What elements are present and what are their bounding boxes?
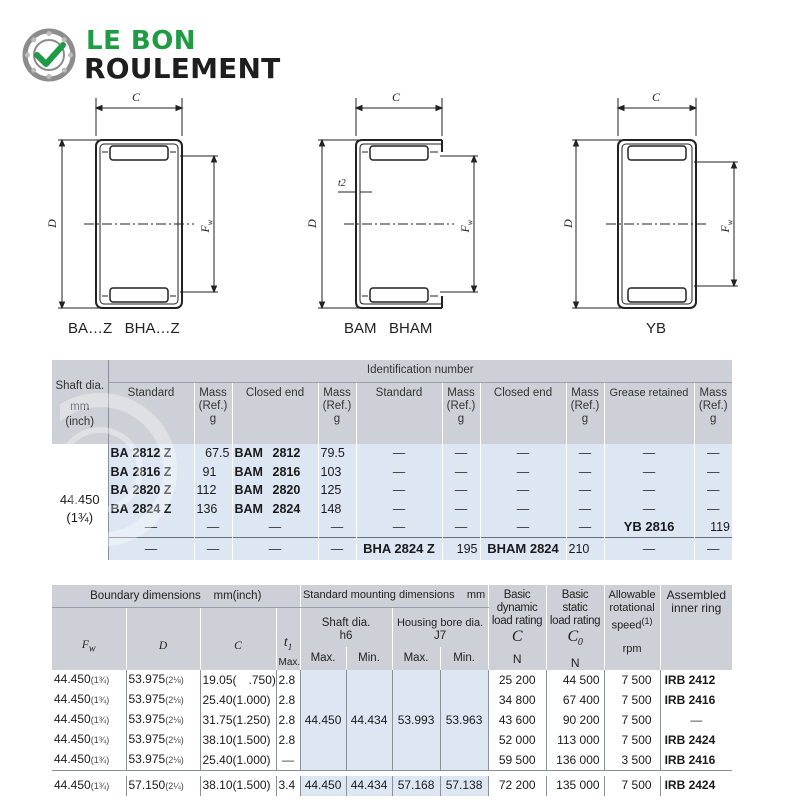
housing-min-header: Min. [440, 647, 488, 670]
fw-cell: 44.450(1¾) [52, 730, 126, 750]
cell: — [566, 500, 604, 519]
drawing-caption: BA…Z BHA…Z [68, 320, 180, 337]
dim-fw-label: $F_w$ [458, 219, 475, 233]
mass-cell: 125 [318, 481, 356, 500]
table-row [52, 537, 732, 560]
drawing-caption: YB [646, 320, 667, 337]
cell: — [480, 518, 566, 537]
cell: — [707, 483, 720, 497]
inner-ring-cell: IRB 2424 [664, 732, 716, 747]
d-header: D [126, 607, 200, 670]
brand-line2: ROULEMENT [84, 52, 281, 85]
table-row [52, 670, 732, 690]
static-load-cell: 90 200 [546, 710, 604, 730]
dim-d-label: D [560, 219, 575, 228]
closed-end-header: Closed end [480, 382, 566, 444]
mass-cell: 67.5 [194, 444, 232, 463]
cell: — [442, 444, 480, 463]
t1-cell: 3.4 [276, 776, 300, 796]
mass-header: Mass (Ref.) g [566, 382, 604, 444]
grease-header: Grease retained [604, 382, 694, 444]
cell: — [356, 463, 442, 482]
table-header-row [52, 360, 732, 382]
cell: — [356, 481, 442, 500]
cell: — [108, 537, 194, 560]
dim-t2-label: t2 [338, 178, 346, 189]
drawing-ba-z [40, 88, 240, 348]
cell: — [356, 500, 442, 519]
dim-c-label: C [652, 90, 661, 104]
c-cell: 25.40(1.000) [200, 690, 276, 710]
inner-ring-cell: IRB 2424 [664, 778, 716, 793]
housing-min-cell: 53.963 [440, 670, 488, 771]
cell: — [604, 481, 694, 500]
speed-cell: 7 500 [604, 776, 660, 796]
cell: — [194, 537, 232, 560]
cell: — [194, 518, 232, 537]
mass-cell: 79.5 [318, 444, 356, 463]
standard-cell: BA 2816 Z [108, 463, 194, 482]
drawing-yb [562, 88, 762, 348]
table-row [52, 481, 732, 500]
d-cell: 53.975(2⅛) [126, 750, 200, 771]
dim-d-label: D [304, 219, 319, 228]
fw-cell: 44.450(1¾) [52, 670, 126, 690]
cell: — [356, 518, 442, 537]
cell: — [604, 463, 694, 482]
cell: — [566, 481, 604, 500]
mass-cell: 119 [710, 520, 731, 534]
inner-ring-header: Assembled inner ring [666, 588, 726, 615]
dynamic-load-cell: 34 800 [488, 690, 546, 710]
c-cell: 25.40(1.000) [200, 750, 276, 771]
mass-header: Mass (Ref.) g [318, 382, 356, 444]
cell: — [566, 463, 604, 482]
mass-cell: 91 [194, 463, 232, 482]
d-cell: 53.975(2⅛) [126, 690, 200, 710]
static-load-cell: 113 000 [546, 730, 604, 750]
housing-max-cell: 57.168 [392, 776, 440, 796]
fw-cell: 44.450(1¾) [52, 710, 126, 730]
cell: — [480, 481, 566, 500]
closed-end-cell: BAM 2820 [232, 481, 318, 500]
d-cell: 53.975(2⅛) [126, 730, 200, 750]
shaft-header: Shaft dia. mm (inch) [52, 360, 108, 444]
standard-header: Standard [356, 382, 442, 444]
inner-ring-cell: IRB 2412 [664, 672, 716, 687]
mass-cell: 103 [318, 463, 356, 482]
housing-min-cell: 57.138 [440, 776, 488, 796]
inner-ring-cell: IRB 2416 [664, 692, 716, 707]
boundary-header: Boundary dimensions mm(inch) [52, 585, 300, 607]
cell: — [442, 500, 480, 519]
cell: — [604, 444, 694, 463]
cell: — [480, 500, 566, 519]
table-row [52, 500, 732, 519]
standard-header: Standard [108, 382, 194, 444]
shaft-min-cell: 44.434 [346, 670, 392, 771]
drawing-yb-svg [562, 88, 762, 318]
static-load-header: Basic static load rating $C_0$ N [546, 585, 604, 670]
table-row [52, 444, 732, 463]
cell: — [480, 444, 566, 463]
cell: — [707, 464, 720, 479]
c-cell: 38.10(1.500) [200, 730, 276, 750]
shaft-dia-header: Shaft dia. h6 [300, 607, 392, 647]
housing-max-header: Max. [392, 647, 440, 670]
cell: — [232, 537, 318, 560]
t1-cell: — [276, 750, 300, 771]
cell: — [707, 501, 720, 516]
c-cell: 38.10(1.500) [200, 776, 276, 796]
dim-fw-label: $F_w$ [718, 219, 735, 233]
c-header: C [200, 607, 276, 670]
d-cell: 53.975(2⅛) [126, 710, 200, 730]
table-row [52, 776, 732, 796]
closed-end-cell: BAM 2812 [232, 444, 318, 463]
cell: — [480, 463, 566, 482]
t1-cell: 2.8 [276, 690, 300, 710]
dim-fw-label: $F_w$ [198, 219, 215, 233]
cell: — [604, 537, 694, 560]
mass-cell: 136 [194, 500, 232, 519]
dim-c-label: C [392, 90, 401, 104]
mounting-header: Standard mounting dimensions mm [300, 585, 488, 607]
dynamic-load-cell: 43 600 [488, 710, 546, 730]
drawing-ba-z-svg [40, 88, 240, 318]
mass-cell: 148 [318, 500, 356, 519]
identification-header: Identification number [108, 360, 732, 382]
mass-cell: 195 [442, 537, 480, 560]
cell: — [232, 518, 318, 537]
inner-ring-cell: IRB 2416 [664, 752, 716, 767]
cell: — [318, 537, 356, 560]
cell: — [604, 500, 694, 519]
closed-end-cell: BAM 2824 [232, 500, 318, 519]
standard-cell: BHA 2824 Z [356, 537, 442, 560]
cell: — [707, 446, 720, 460]
brand-logo [22, 26, 302, 84]
static-load-cell: 67 400 [546, 690, 604, 710]
dynamic-load-cell: 52 000 [488, 730, 546, 750]
fw-header: $F_w$ [52, 607, 126, 670]
speed-cell: 7 500 [604, 730, 660, 750]
dynamic-load-cell: 72 200 [488, 776, 546, 796]
cell: — [318, 518, 356, 537]
inner-ring-cell: — [690, 712, 703, 727]
mass-cell: 112 [194, 481, 232, 500]
c-cell: 31.75(1.250) [200, 710, 276, 730]
static-load-cell: 136 000 [546, 750, 604, 771]
d-cell: 53.975(2⅛) [126, 670, 200, 690]
cell: — [442, 463, 480, 482]
closed-end-cell: BHAM 2824 [480, 537, 566, 560]
shaft-max-header: Max. [300, 647, 346, 670]
dynamic-load-cell: 59 500 [488, 750, 546, 771]
grease-cell: YB 2816 [604, 518, 694, 537]
speed-header: Allowable rotational speed$^{(1)}$ rpm [604, 585, 660, 670]
mass-header: Mass (Ref.) g [698, 386, 728, 425]
speed-cell: 7 500 [604, 710, 660, 730]
shaft-min-cell: 44.434 [346, 776, 392, 796]
t1-cell: 2.8 [276, 710, 300, 730]
closed-end-header: Closed end [232, 382, 318, 444]
speed-cell: 7 500 [604, 690, 660, 710]
speed-cell: 3 500 [604, 750, 660, 771]
static-load-cell: 135 000 [546, 776, 604, 796]
c-cell: 19.05( .750) [200, 670, 276, 690]
fw-cell: 44.450(1¾) [52, 776, 126, 796]
brand-line1: LE BON [86, 26, 197, 56]
drawing-bam [300, 88, 500, 348]
cell: — [108, 518, 194, 537]
dimensions-table [52, 585, 732, 796]
closed-end-cell: BAM 2816 [232, 463, 318, 482]
shaft-min-header: Min. [346, 647, 392, 670]
shaft-max-cell: 44.450 [300, 776, 346, 796]
dim-c-label: C [132, 90, 141, 104]
t1-header: $t_1$ [276, 607, 300, 654]
cell: — [694, 537, 732, 560]
cell: — [566, 518, 604, 537]
housing-header: Housing bore dia. J7 [392, 607, 488, 647]
speed-cell: 7 500 [604, 670, 660, 690]
table-row [52, 518, 732, 537]
t1-max-header: Max. [276, 654, 300, 670]
standard-cell: BA 2812 Z [108, 444, 194, 463]
dynamic-load-header: Basic dynamic load rating C N [488, 585, 546, 670]
mass-header: Mass (Ref.) g [194, 382, 232, 444]
cell: — [442, 518, 480, 537]
standard-cell: BA 2824 Z [108, 500, 194, 519]
check-bearing-icon [22, 28, 76, 82]
dim-d-label: D [44, 219, 59, 228]
drawing-bam-svg [300, 88, 500, 318]
shaft-cell: 44.450 (1¾) [52, 444, 108, 560]
t1-cell: 2.8 [276, 730, 300, 750]
cell: — [566, 444, 604, 463]
identification-table [52, 360, 732, 560]
d-cell: 57.150(2¼) [126, 776, 200, 796]
table-row [52, 463, 732, 482]
mass-header: Mass (Ref.) g [442, 382, 480, 444]
fw-cell: 44.450(1¾) [52, 690, 126, 710]
fw-cell: 44.450(1¾) [52, 750, 126, 771]
mass-cell: 210 [566, 537, 604, 560]
static-load-cell: 44 500 [546, 670, 604, 690]
shaft-max-cell: 44.450 [300, 670, 346, 771]
cell: — [356, 444, 442, 463]
table-subheader-row [52, 382, 732, 444]
table-header-row [52, 585, 732, 607]
t1-cell: 2.8 [276, 670, 300, 690]
housing-max-cell: 53.993 [392, 670, 440, 771]
dynamic-load-cell: 25 200 [488, 670, 546, 690]
drawing-caption: BAM BHAM [344, 320, 433, 337]
standard-cell: BA 2820 Z [108, 481, 194, 500]
cell: — [442, 481, 480, 500]
